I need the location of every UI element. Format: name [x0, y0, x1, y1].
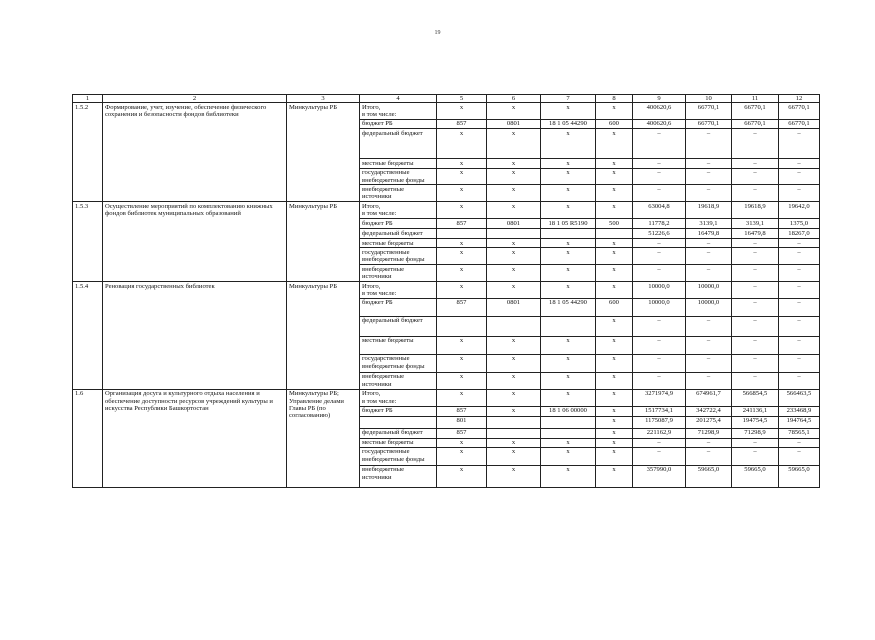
- code-cell: [541, 229, 596, 239]
- amount-cell: –: [732, 248, 779, 265]
- funding-source: федеральный бюджет: [360, 229, 437, 239]
- funding-source: государственные внебюджетные фонды: [360, 354, 437, 372]
- amount-cell: –: [779, 265, 820, 282]
- code-cell: 18 1 06 00000: [541, 406, 596, 416]
- amount-cell: –: [779, 336, 820, 354]
- column-header-8: 8: [596, 95, 633, 103]
- amount-cell: –: [686, 185, 732, 202]
- amount-cell: –: [779, 354, 820, 372]
- code-cell: x: [487, 354, 541, 372]
- item-executor: Минкультуры РБ: [287, 202, 360, 282]
- code-cell: x: [437, 389, 487, 406]
- code-cell: x: [541, 465, 596, 487]
- amount-cell: 194754,5: [732, 416, 779, 428]
- amount-cell: –: [686, 336, 732, 354]
- amount-cell: –: [732, 185, 779, 202]
- funding-source: местные бюджеты: [360, 159, 437, 168]
- amount-cell: –: [633, 372, 686, 389]
- code-cell: 857: [437, 406, 487, 416]
- funding-source: бюджет РБ: [360, 219, 437, 229]
- amount-cell: 59665,0: [779, 465, 820, 487]
- table-row: [73, 389, 820, 406]
- amount-cell: –: [686, 447, 732, 465]
- code-cell: x: [487, 282, 541, 299]
- code-cell: x: [541, 239, 596, 248]
- amount-cell: –: [686, 248, 732, 265]
- amount-cell: –: [633, 159, 686, 168]
- amount-cell: –: [779, 129, 820, 159]
- code-cell: x: [596, 159, 633, 168]
- code-cell: x: [487, 103, 541, 120]
- amount-cell: 16479,8: [686, 229, 732, 239]
- code-cell: x: [487, 406, 541, 416]
- amount-cell: –: [686, 316, 732, 336]
- amount-cell: 19618,9: [686, 202, 732, 219]
- amount-cell: –: [732, 168, 779, 185]
- code-cell: x: [541, 389, 596, 406]
- header-row: [73, 95, 820, 103]
- amount-cell: 241136,1: [732, 406, 779, 416]
- amount-cell: –: [633, 168, 686, 185]
- column-header-12: 12: [779, 95, 820, 103]
- amount-cell: 51226,6: [633, 229, 686, 239]
- code-cell: x: [437, 354, 487, 372]
- amount-cell: –: [686, 129, 732, 159]
- code-cell: 0801: [487, 219, 541, 229]
- amount-cell: 400620,6: [633, 103, 686, 120]
- amount-cell: –: [686, 239, 732, 248]
- amount-cell: –: [686, 265, 732, 282]
- code-cell: x: [487, 202, 541, 219]
- item-executor: Минкультуры РБ; Управление делами Главы РБ (по согласованию): [287, 389, 360, 487]
- code-cell: x: [596, 428, 633, 438]
- funding-source: государственные внебюджетные фонды: [360, 248, 437, 265]
- code-cell: x: [596, 185, 633, 202]
- amount-cell: –: [633, 265, 686, 282]
- code-cell: [487, 416, 541, 428]
- amount-cell: –: [633, 185, 686, 202]
- funding-source: бюджет РБ: [360, 406, 437, 416]
- code-cell: x: [541, 248, 596, 265]
- code-cell: x: [487, 265, 541, 282]
- code-cell: 0801: [487, 298, 541, 316]
- amount-cell: –: [686, 168, 732, 185]
- code-cell: x: [487, 438, 541, 447]
- funding-source: бюджет РБ: [360, 298, 437, 316]
- code-cell: x: [437, 282, 487, 299]
- amount-cell: –: [686, 372, 732, 389]
- amount-cell: –: [732, 336, 779, 354]
- code-cell: 857: [437, 219, 487, 229]
- amount-cell: 66770,1: [686, 119, 732, 128]
- amount-cell: –: [779, 372, 820, 389]
- amount-cell: 3139,1: [686, 219, 732, 229]
- amount-cell: –: [732, 265, 779, 282]
- amount-cell: 11778,2: [633, 219, 686, 229]
- amount-cell: 10000,0: [686, 298, 732, 316]
- amount-cell: 3139,1: [732, 219, 779, 229]
- code-cell: x: [437, 465, 487, 487]
- code-cell: x: [596, 336, 633, 354]
- funding-source: федеральный бюджет: [360, 316, 437, 336]
- code-cell: 600: [596, 298, 633, 316]
- amount-cell: –: [779, 168, 820, 185]
- amount-cell: –: [633, 354, 686, 372]
- code-cell: x: [596, 406, 633, 416]
- code-cell: x: [437, 185, 487, 202]
- code-cell: x: [487, 248, 541, 265]
- amount-cell: 194764,5: [779, 416, 820, 428]
- item-number: 1.5.4: [73, 282, 103, 390]
- table-row: [73, 103, 820, 120]
- amount-cell: 19642,0: [779, 202, 820, 219]
- funding-source: внебюджетные источники: [360, 372, 437, 389]
- code-cell: [487, 316, 541, 336]
- code-cell: x: [541, 103, 596, 120]
- page-number: 19: [434, 30, 441, 36]
- amount-cell: –: [732, 159, 779, 168]
- code-cell: 857: [437, 119, 487, 128]
- amount-cell: –: [779, 298, 820, 316]
- code-cell: x: [437, 438, 487, 447]
- code-cell: [541, 428, 596, 438]
- code-cell: x: [487, 185, 541, 202]
- amount-cell: –: [732, 282, 779, 299]
- code-cell: [487, 229, 541, 239]
- code-cell: x: [487, 239, 541, 248]
- code-cell: x: [437, 103, 487, 120]
- funding-source: внебюджетные источники: [360, 185, 437, 202]
- column-header-4: 4: [360, 95, 437, 103]
- column-header-3: 3: [287, 95, 360, 103]
- amount-cell: 66770,1: [732, 103, 779, 120]
- item-name: Осуществление мероприятий по комплектованию книжных фондов библиотек муниципальных образований: [103, 202, 287, 282]
- amount-cell: –: [633, 336, 686, 354]
- column-header-9: 9: [633, 95, 686, 103]
- amount-cell: –: [633, 447, 686, 465]
- amount-cell: 59665,0: [732, 465, 779, 487]
- column-header-6: 6: [487, 95, 541, 103]
- code-cell: [437, 229, 487, 239]
- item-number: 1.5.3: [73, 202, 103, 282]
- funding-source: государственные внебюджетные фонды: [360, 168, 437, 185]
- amount-cell: –: [686, 354, 732, 372]
- code-cell: x: [541, 129, 596, 159]
- code-cell: x: [437, 372, 487, 389]
- code-cell: x: [596, 248, 633, 265]
- amount-cell: 566463,5: [779, 389, 820, 406]
- code-cell: x: [437, 129, 487, 159]
- amount-cell: 66770,1: [732, 119, 779, 128]
- amount-cell: –: [779, 447, 820, 465]
- code-cell: 0801: [487, 119, 541, 128]
- code-cell: x: [596, 282, 633, 299]
- amount-cell: –: [633, 438, 686, 447]
- funding-source: [360, 416, 437, 428]
- code-cell: [541, 316, 596, 336]
- code-cell: 857: [437, 298, 487, 316]
- code-cell: x: [596, 168, 633, 185]
- amount-cell: 566854,5: [732, 389, 779, 406]
- funding-source: Итого, в том числе:: [360, 103, 437, 120]
- column-header-5: 5: [437, 95, 487, 103]
- code-cell: x: [596, 265, 633, 282]
- funding-source: местные бюджеты: [360, 336, 437, 354]
- code-cell: x: [541, 447, 596, 465]
- amount-cell: 400620,6: [633, 119, 686, 128]
- item-number: 1.6: [73, 389, 103, 487]
- amount-cell: 10000,0: [686, 282, 732, 299]
- code-cell: 500: [596, 219, 633, 229]
- table-row: [73, 282, 820, 299]
- amount-cell: 221162,9: [633, 428, 686, 438]
- amount-cell: 71298,9: [732, 428, 779, 438]
- funding-source: государственные внебюджетные фонды: [360, 447, 437, 465]
- amount-cell: –: [633, 239, 686, 248]
- code-cell: x: [487, 372, 541, 389]
- code-cell: 18 1 05 44290: [541, 119, 596, 128]
- code-cell: x: [487, 129, 541, 159]
- code-cell: x: [596, 438, 633, 447]
- amount-cell: –: [686, 159, 732, 168]
- amount-cell: –: [732, 372, 779, 389]
- code-cell: x: [487, 465, 541, 487]
- amount-cell: 342722,4: [686, 406, 732, 416]
- item-executor: Минкультуры РБ: [287, 103, 360, 202]
- amount-cell: 19618,9: [732, 202, 779, 219]
- funding-source: федеральный бюджет: [360, 129, 437, 159]
- code-cell: x: [596, 389, 633, 406]
- code-cell: x: [541, 438, 596, 447]
- item-name: Организация досуга и культурного отдыха населения и обеспечение доступности ресурсов учреждений культуры и искусства Республики Башкортостан: [103, 389, 287, 487]
- code-cell: x: [541, 282, 596, 299]
- amount-cell: –: [732, 298, 779, 316]
- code-cell: x: [541, 336, 596, 354]
- amount-cell: 201275,4: [686, 416, 732, 428]
- code-cell: x: [596, 465, 633, 487]
- amount-cell: 1175087,9: [633, 416, 686, 428]
- code-cell: x: [437, 202, 487, 219]
- amount-cell: –: [633, 248, 686, 265]
- amount-cell: 66770,1: [779, 103, 820, 120]
- code-cell: x: [541, 168, 596, 185]
- amount-cell: –: [732, 316, 779, 336]
- code-cell: 801: [437, 416, 487, 428]
- amount-cell: 63004,8: [633, 202, 686, 219]
- column-header-10: 10: [686, 95, 732, 103]
- code-cell: x: [596, 372, 633, 389]
- code-cell: x: [487, 336, 541, 354]
- code-cell: [596, 229, 633, 239]
- code-cell: x: [437, 168, 487, 185]
- item-number: 1.5.2: [73, 103, 103, 202]
- amount-cell: –: [779, 185, 820, 202]
- code-cell: x: [541, 202, 596, 219]
- code-cell: x: [487, 159, 541, 168]
- amount-cell: 66770,1: [779, 119, 820, 128]
- funding-source: внебюджетные источники: [360, 265, 437, 282]
- code-cell: 18 1 05 44290: [541, 298, 596, 316]
- amount-cell: 18267,0: [779, 229, 820, 239]
- code-cell: x: [541, 185, 596, 202]
- column-header-11: 11: [732, 95, 779, 103]
- amount-cell: 78565,1: [779, 428, 820, 438]
- item-executor: Минкультуры РБ: [287, 282, 360, 390]
- code-cell: x: [541, 354, 596, 372]
- amount-cell: 674961,7: [686, 389, 732, 406]
- code-cell: 857: [437, 428, 487, 438]
- column-header-2: 2: [103, 95, 287, 103]
- table-row: [73, 202, 820, 219]
- funding-source: местные бюджеты: [360, 239, 437, 248]
- amount-cell: 16479,8: [732, 229, 779, 239]
- amount-cell: 10000,0: [633, 298, 686, 316]
- amount-cell: 1517734,1: [633, 406, 686, 416]
- funding-source: внебюджетные источники: [360, 465, 437, 487]
- amount-cell: 3271974,9: [633, 389, 686, 406]
- budget-table: [72, 94, 820, 488]
- amount-cell: –: [779, 438, 820, 447]
- funding-source: Итого, в том числе:: [360, 282, 437, 299]
- funding-source: местные бюджеты: [360, 438, 437, 447]
- code-cell: 18 1 05 R5190: [541, 219, 596, 229]
- code-cell: x: [437, 239, 487, 248]
- code-cell: x: [487, 447, 541, 465]
- funding-source: федеральный бюджет: [360, 428, 437, 438]
- code-cell: x: [596, 202, 633, 219]
- code-cell: x: [437, 159, 487, 168]
- code-cell: x: [596, 129, 633, 159]
- code-cell: x: [541, 265, 596, 282]
- code-cell: x: [541, 159, 596, 168]
- code-cell: x: [541, 372, 596, 389]
- item-name: Формирование, учет, изучение, обеспечение физического сохранения и безопасности фондов библиотеки: [103, 103, 287, 202]
- amount-cell: 357990,0: [633, 465, 686, 487]
- amount-cell: –: [686, 438, 732, 447]
- amount-cell: –: [732, 438, 779, 447]
- code-cell: 600: [596, 119, 633, 128]
- amount-cell: 233468,9: [779, 406, 820, 416]
- amount-cell: 66770,1: [686, 103, 732, 120]
- code-cell: x: [596, 354, 633, 372]
- code-cell: [487, 428, 541, 438]
- code-cell: x: [437, 447, 487, 465]
- amount-cell: –: [732, 354, 779, 372]
- amount-cell: –: [633, 129, 686, 159]
- code-cell: x: [437, 248, 487, 265]
- code-cell: x: [596, 416, 633, 428]
- code-cell: x: [596, 103, 633, 120]
- column-header-1: 1: [73, 95, 103, 103]
- amount-cell: 1375,0: [779, 219, 820, 229]
- amount-cell: 59665,0: [686, 465, 732, 487]
- amount-cell: –: [779, 239, 820, 248]
- code-cell: x: [596, 316, 633, 336]
- item-name: Реновация государственных библиотек: [103, 282, 287, 390]
- amount-cell: 71298,9: [686, 428, 732, 438]
- funding-source: Итого, в том числе:: [360, 389, 437, 406]
- amount-cell: –: [779, 282, 820, 299]
- funding-source: Итого, в том числе:: [360, 202, 437, 219]
- funding-source: бюджет РБ: [360, 119, 437, 128]
- code-cell: x: [487, 389, 541, 406]
- amount-cell: –: [732, 129, 779, 159]
- code-cell: x: [596, 239, 633, 248]
- amount-cell: –: [779, 248, 820, 265]
- amount-cell: –: [633, 316, 686, 336]
- amount-cell: –: [779, 316, 820, 336]
- amount-cell: –: [779, 159, 820, 168]
- code-cell: x: [437, 336, 487, 354]
- code-cell: x: [487, 168, 541, 185]
- code-cell: [541, 416, 596, 428]
- code-cell: [437, 316, 487, 336]
- code-cell: x: [437, 265, 487, 282]
- code-cell: x: [596, 447, 633, 465]
- amount-cell: 10000,0: [633, 282, 686, 299]
- amount-cell: –: [732, 239, 779, 248]
- amount-cell: –: [732, 447, 779, 465]
- column-header-7: 7: [541, 95, 596, 103]
